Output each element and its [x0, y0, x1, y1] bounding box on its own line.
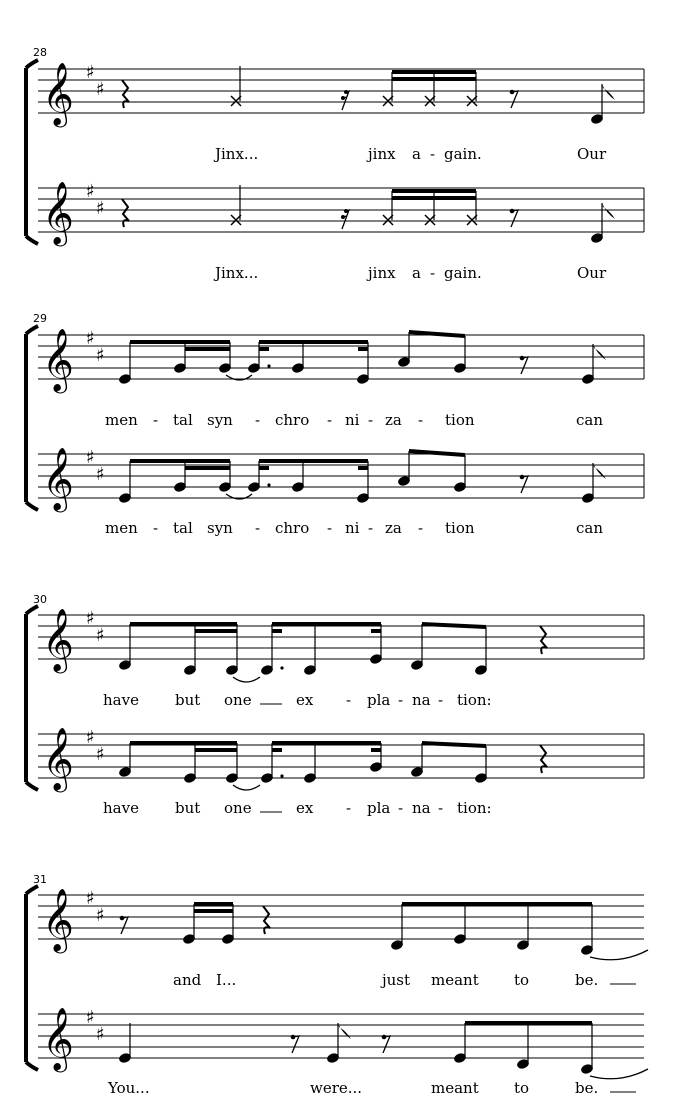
lyric: You...	[108, 1079, 150, 1097]
lyric: -	[438, 799, 444, 817]
lyric: ni	[345, 519, 360, 537]
treble-clef-icon: 𝄞	[42, 181, 74, 244]
lyric: meant	[431, 1079, 479, 1097]
lyric: gain.	[444, 264, 482, 282]
lyric: men	[105, 411, 138, 429]
lyric: za	[385, 519, 402, 537]
lyric: ex	[296, 799, 314, 817]
lyric: Our	[577, 264, 607, 282]
system-28	[26, 46, 644, 282]
quarter-rest-icon	[263, 906, 270, 934]
lyric: tion	[445, 411, 475, 429]
measure-number: 31	[33, 873, 47, 886]
note-group	[247, 459, 370, 504]
lyric: be.	[575, 1079, 599, 1097]
lyrics-lower	[105, 519, 603, 537]
treble-clef-icon: 𝄞	[42, 1007, 74, 1070]
sharp-icon: ♯	[86, 1007, 95, 1028]
lyric: -	[255, 411, 261, 429]
x-sixteenth-group	[383, 189, 477, 225]
staff-upper	[38, 888, 648, 960]
note-group	[118, 741, 260, 790]
staff-lower	[38, 1007, 648, 1079]
system-bracket	[26, 886, 38, 1070]
lyrics-upper	[105, 411, 603, 429]
lyric: pla	[367, 691, 391, 709]
sharp-icon: ♯	[96, 345, 105, 366]
note-group	[118, 622, 260, 682]
lyric: meant	[431, 971, 479, 989]
staff-upper	[38, 62, 644, 128]
lyric: na	[412, 799, 431, 817]
lyric: but	[175, 799, 201, 817]
measure-number: 29	[33, 312, 47, 325]
eighth-rest-icon	[510, 90, 518, 108]
sharp-icon: ♯	[86, 888, 95, 909]
staff-lower	[38, 727, 644, 793]
measure-number: 28	[33, 46, 47, 59]
sharp-icon: ♯	[96, 905, 105, 926]
lyric: and	[173, 971, 202, 989]
note-group	[118, 340, 252, 385]
lyric: one	[224, 691, 252, 709]
tie	[233, 677, 260, 682]
flag-icon	[602, 203, 615, 219]
quarter-rest-icon	[122, 199, 129, 227]
treble-clef-icon: 𝄞	[42, 328, 74, 391]
lyric: -	[153, 411, 159, 429]
lyrics-lower	[213, 264, 607, 282]
lyric: a	[412, 145, 421, 163]
sharp-icon: ♯	[86, 328, 95, 349]
lyric: za	[385, 411, 402, 429]
treble-clef-icon: 𝄞	[42, 62, 74, 125]
eighth-rest-icon	[382, 1035, 390, 1053]
lyric: -	[418, 519, 424, 537]
treble-clef-icon: 𝄞	[42, 608, 74, 671]
lyric: -	[255, 519, 261, 537]
staff-lower	[38, 181, 644, 247]
lyrics-lower	[103, 799, 492, 817]
lyrics-upper	[173, 971, 636, 989]
lyric: -	[368, 519, 374, 537]
lyric: Jinx...	[215, 264, 259, 282]
note-group	[453, 1021, 648, 1079]
eighth-rest-icon	[291, 1035, 299, 1053]
lyric: jinx	[368, 264, 396, 282]
eighth-rest-icon	[520, 475, 528, 493]
sharp-icon: ♯	[96, 464, 105, 485]
lyric: to	[514, 971, 530, 989]
treble-clef-icon: 𝄞	[42, 888, 74, 951]
lyric: tion:	[457, 691, 492, 709]
treble-clef-icon: 𝄞	[42, 727, 74, 790]
eighth-rest-icon	[120, 916, 128, 934]
staff-upper	[38, 608, 644, 682]
lyric: tal	[173, 519, 193, 537]
lyric: -	[430, 145, 436, 163]
note-group	[247, 340, 370, 385]
lyric: but	[175, 691, 201, 709]
treble-clef-icon: 𝄞	[42, 447, 74, 510]
lyric: were...	[310, 1079, 363, 1097]
lyric: na	[412, 691, 431, 709]
tie	[590, 950, 648, 960]
lyric: -	[438, 691, 444, 709]
lyric: -	[398, 691, 404, 709]
lyric: -	[346, 691, 352, 709]
system-bracket	[26, 60, 38, 244]
lyric: tal	[173, 411, 193, 429]
lyric: tion:	[457, 799, 492, 817]
lyric: chro	[275, 519, 310, 537]
lyric: ex	[296, 691, 314, 709]
lyric: jinx	[368, 145, 396, 163]
system-31	[26, 873, 648, 1097]
quarter-rest-icon	[122, 80, 129, 108]
lyric: chro	[275, 411, 310, 429]
lyric: -	[418, 411, 424, 429]
sharp-icon: ♯	[86, 608, 95, 629]
quarter-rest-icon	[540, 626, 547, 654]
tie	[590, 1069, 648, 1079]
note-group	[390, 902, 648, 960]
lyric: -	[153, 519, 159, 537]
lyric: gain.	[444, 145, 482, 163]
lyric: can	[576, 411, 604, 429]
lyric: syn	[207, 411, 233, 429]
staff-upper	[38, 328, 644, 394]
lyric: be.	[575, 971, 599, 989]
lyric: -	[430, 264, 436, 282]
flag-icon	[602, 84, 615, 100]
system-29	[26, 312, 644, 537]
lyric: pla	[367, 799, 391, 817]
note-group	[410, 622, 488, 676]
lyric: -	[327, 411, 333, 429]
lyric: -	[327, 519, 333, 537]
lyric: Our	[577, 145, 607, 163]
x-sixteenth-group	[383, 70, 477, 106]
system-bracket	[26, 606, 38, 790]
lyric: one	[224, 799, 252, 817]
sharp-icon: ♯	[96, 198, 105, 219]
lyrics-lower	[107, 1079, 636, 1097]
lyric: -	[398, 799, 404, 817]
lyric: Jinx...	[215, 145, 259, 163]
lyric: to	[514, 1079, 530, 1097]
lyric: men	[105, 519, 138, 537]
lyric: can	[576, 519, 604, 537]
sixteenth-rest-icon	[341, 90, 349, 110]
sixteenth-rest-icon	[341, 209, 349, 229]
sharp-icon: ♯	[96, 1024, 105, 1045]
lyric: just	[382, 971, 411, 989]
lyric: have	[103, 691, 139, 709]
quarter-rest-icon	[540, 745, 547, 773]
lyric: -	[368, 411, 374, 429]
sharp-icon: ♯	[86, 727, 95, 748]
sharp-icon: ♯	[86, 62, 95, 83]
measure-number: 30	[33, 593, 47, 606]
sharp-icon: ♯	[86, 181, 95, 202]
note-group	[118, 459, 252, 504]
sharp-icon: ♯	[96, 744, 105, 765]
eighth-rest-icon	[520, 356, 528, 374]
lyric: syn	[207, 519, 233, 537]
eighth-rest-icon	[510, 209, 518, 227]
lyric: tion	[445, 519, 475, 537]
lyrics-upper	[103, 691, 492, 709]
sharp-icon: ♯	[96, 625, 105, 646]
tie	[233, 785, 260, 790]
lyric: have	[103, 799, 139, 817]
lyric: -	[346, 799, 352, 817]
system-30	[26, 593, 644, 817]
staff-lower	[38, 447, 644, 513]
sharp-icon: ♯	[96, 79, 105, 100]
lyric: ni	[345, 411, 360, 429]
system-bracket	[26, 326, 38, 510]
sharp-icon: ♯	[86, 447, 95, 468]
lyric: a	[412, 264, 421, 282]
lyric: I...	[216, 971, 237, 989]
note-group	[260, 622, 383, 676]
lyrics-upper	[213, 145, 607, 163]
